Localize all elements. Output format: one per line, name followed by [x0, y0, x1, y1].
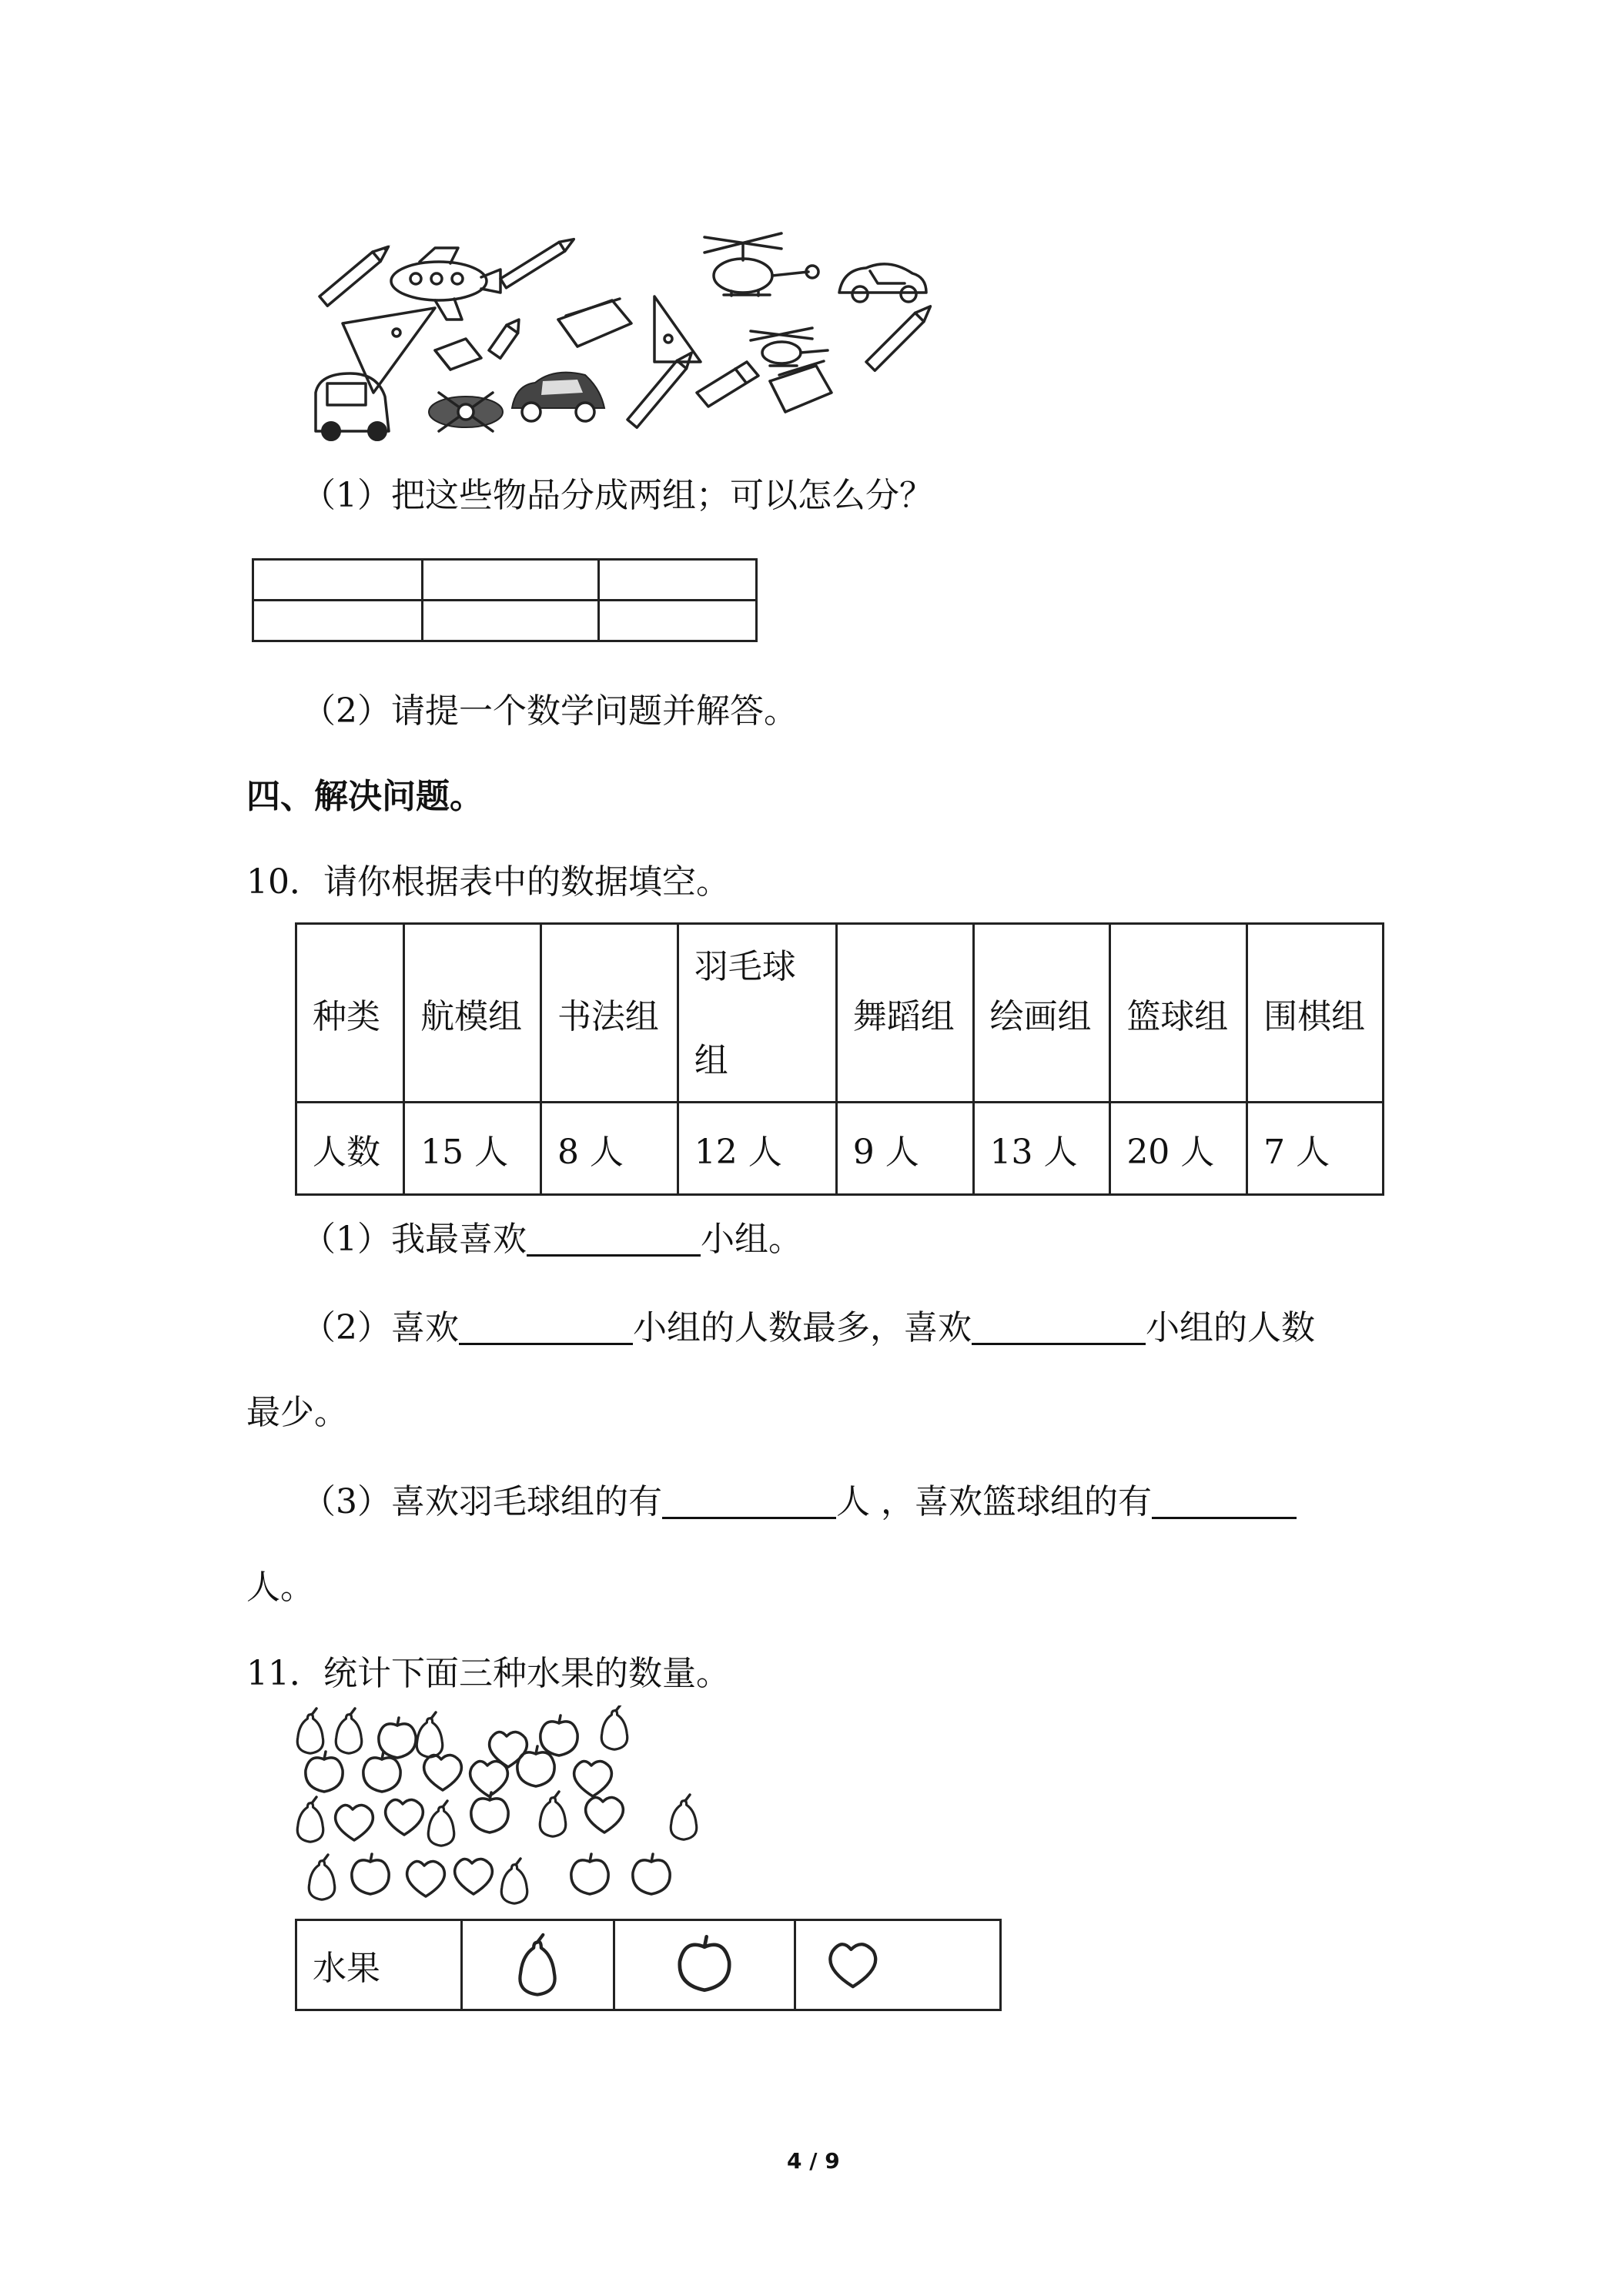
pencil-icon: [489, 316, 524, 358]
q10-data-table: [295, 922, 1384, 1196]
table-cell: [614, 1920, 795, 2010]
pear-icon: [336, 1709, 362, 1753]
toy-airplane-icon: [429, 393, 503, 431]
table-cell: 人数: [296, 1103, 404, 1195]
q10-part3: （3）喜欢羽毛球组的有 人 ，喜欢篮球组的有: [302, 1483, 1297, 1519]
fruit-illustration: [289, 1705, 735, 1921]
answer-blank[interactable]: [459, 1309, 633, 1345]
table-cell: 13 人: [973, 1103, 1110, 1195]
table-cell: 水果: [296, 1920, 462, 2010]
table-cell: 7 人: [1247, 1103, 1384, 1195]
apple-icon: [674, 1933, 735, 1994]
table-cell[interactable]: [253, 560, 423, 601]
table-cell[interactable]: [599, 601, 757, 641]
q10-part2: （2）喜欢 小组的人数最多，喜欢 小组的人数: [302, 1308, 1315, 1347]
pear-icon: [428, 1801, 454, 1846]
pear-icon: [510, 1931, 564, 1996]
pear-icon: [309, 1855, 335, 1899]
q10-stem: 10．请你根据表中的数据填空。: [246, 862, 730, 902]
peach-icon: [386, 1799, 423, 1835]
pear-icon: [671, 1795, 697, 1839]
eraser-icon: [558, 299, 631, 346]
table-cell: 20 人: [1110, 1103, 1247, 1195]
pear-icon: [501, 1859, 527, 1903]
q9-part2: （2）请提一个数学问题并解答。: [302, 691, 798, 731]
apple-icon: [571, 1854, 608, 1894]
table-cell: 羽毛球 组: [678, 924, 836, 1103]
pencil-icon: [320, 242, 393, 306]
airplane-icon: [391, 248, 500, 320]
apple-icon: [352, 1854, 389, 1894]
pear-icon: [601, 1705, 627, 1749]
section-heading: 四、解决问题。: [246, 777, 484, 816]
peach-icon: [574, 1761, 612, 1796]
helicopter-icon: [751, 328, 828, 366]
table-cell[interactable]: [422, 560, 598, 601]
q9-grouping-table: [252, 558, 758, 642]
table-cell: 9 人: [836, 1103, 973, 1195]
peach-icon: [455, 1859, 493, 1894]
eraser-icon: [697, 362, 758, 407]
q10-part2-cont: 最少。: [246, 1393, 348, 1432]
page-number: 4 / 9: [787, 2148, 840, 2174]
helicopter-icon: [704, 233, 818, 296]
pencil-icon: [500, 235, 577, 288]
peach-icon: [407, 1861, 445, 1896]
car-icon: [316, 373, 389, 440]
apple-icon: [306, 1752, 343, 1792]
table-cell[interactable]: [422, 601, 598, 641]
peach-icon: [336, 1805, 373, 1840]
apple-icon: [471, 1792, 508, 1832]
pear-icon: [297, 1797, 323, 1842]
table-cell: 篮球组: [1110, 924, 1247, 1103]
peach-icon: [586, 1797, 624, 1832]
answer-blank[interactable]: [972, 1309, 1146, 1345]
table-cell: [461, 1920, 614, 2010]
toys-stationery-illustration: [304, 223, 943, 447]
peach-icon: [470, 1761, 508, 1796]
pear-icon: [417, 1712, 443, 1757]
answer-blank[interactable]: [1152, 1483, 1297, 1519]
pear-icon: [540, 1792, 566, 1836]
apple-icon: [540, 1715, 577, 1755]
table-cell: [795, 1920, 1001, 2010]
triangle-ruler-icon: [343, 308, 435, 393]
q10-part3-cont: 人。: [246, 1568, 314, 1607]
table-cell: 舞蹈组: [836, 924, 973, 1103]
eraser-icon: [435, 339, 481, 370]
table-cell: 绘画组: [973, 924, 1110, 1103]
pencil-icon: [866, 302, 935, 370]
q11-stem: 11．统计下面三种水果的数量。: [246, 1654, 730, 1693]
car-icon: [512, 373, 604, 421]
apple-icon: [633, 1854, 670, 1894]
table-cell: 8 人: [540, 1103, 678, 1195]
answer-blank[interactable]: [527, 1220, 701, 1257]
table-cell: 围棋组: [1247, 924, 1384, 1103]
car-icon: [839, 264, 926, 302]
table-cell[interactable]: [253, 601, 423, 641]
table-cell: 种类: [296, 924, 404, 1103]
pear-icon: [297, 1709, 323, 1753]
table-cell: 15 人: [404, 1103, 541, 1195]
table-cell: 12 人: [678, 1103, 836, 1195]
q11-fruit-table: [295, 1919, 1002, 2011]
peach-icon: [819, 1936, 888, 1990]
q9-part1: （1）把这些物品分成两组；可以怎么分？: [302, 476, 933, 515]
peach-icon: [424, 1755, 462, 1790]
eraser-icon: [770, 361, 832, 412]
table-cell: 航模组: [404, 924, 541, 1103]
q10-part1: （1）我最喜欢 小组。: [302, 1220, 802, 1259]
table-cell: 书法组: [540, 924, 678, 1103]
answer-blank[interactable]: [662, 1483, 836, 1519]
triangle-ruler-icon: [654, 296, 701, 362]
table-cell[interactable]: [599, 560, 757, 601]
